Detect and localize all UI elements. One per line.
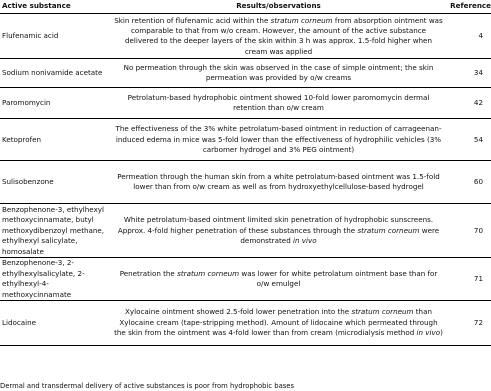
results-text: No permeation through the skin was observed in the case of simple ointment; the skin permeation was provided by o/w creams bbox=[123, 63, 434, 83]
cell-active-substance: Benzophenone-3, ethylhexyl methoxycinnamate, butyl methoxydibenzoyl methane, ethylhexyl salicylate, homosalate bbox=[0, 204, 112, 258]
cell-results bbox=[112, 204, 445, 258]
cell-results bbox=[112, 14, 445, 59]
cell-active-substance: Benzophenone-3, 2-ethylhexylsalicylate, 2-ethylhexyl-4-methoxycinnamate bbox=[0, 258, 112, 301]
header-active-substance: Active substance bbox=[0, 0, 112, 14]
header-row bbox=[0, 0, 491, 14]
header-reference: Reference bbox=[445, 0, 491, 14]
cell-reference: 71 bbox=[445, 258, 491, 301]
results-text: Skin retention of flufenamic acid within the bbox=[114, 15, 271, 25]
results-text: Xylocaine ointment showed 2.5-fold lower penetration into the bbox=[125, 307, 352, 317]
results-text: ) bbox=[440, 328, 443, 338]
table-row bbox=[0, 119, 491, 161]
results-text: Petrolatum-based hydrophobic ointment showed 10-fold lower paromomycin dermal retention than o/w cream bbox=[127, 93, 430, 113]
table-header bbox=[0, 0, 491, 14]
results-italic-text: in vivo bbox=[416, 328, 441, 338]
cell-results bbox=[112, 258, 445, 301]
table-row bbox=[0, 88, 491, 119]
cell-results bbox=[112, 88, 445, 119]
cell-active-substance: Sodium nonivamide acetate bbox=[0, 59, 112, 88]
cell-reference: 4 bbox=[445, 14, 491, 59]
table-body bbox=[0, 14, 491, 346]
cell-reference: 54 bbox=[445, 119, 491, 161]
results-italic-text: stratum corneum bbox=[357, 225, 420, 235]
results-text: from absorption ointment was comparable to that from w/o cream. However, the amount of the active substance delivered to the deeper layers of the skin within 3 h was approx. 1.5-fold higher when cream was applied bbox=[125, 15, 443, 56]
results-italic-text: stratum corneum bbox=[177, 268, 240, 278]
results-text: Penetration the bbox=[119, 268, 178, 278]
table-row bbox=[0, 59, 491, 88]
table-row bbox=[0, 14, 491, 59]
cell-reference: 70 bbox=[445, 204, 491, 258]
header-results: Results/observations bbox=[112, 0, 445, 14]
table-row bbox=[0, 204, 491, 258]
cell-results bbox=[112, 301, 445, 346]
results-italic-text: stratum corneum bbox=[351, 307, 414, 317]
results-text: was lower for white petrolatum ointment base than for o/w emulgel bbox=[239, 268, 438, 289]
results-text: The effectiveness of the 3% white petrolatum-based ointment in reduction of carrageenan-induced edema in mice was 5-fold lower than the effectiveness of hydrophilic vehicles (3% carbomer hydrogel and 3% PEG ointment) bbox=[115, 124, 442, 155]
cell-reference: 42 bbox=[445, 88, 491, 119]
results-italic-text: stratum corneum bbox=[270, 15, 333, 25]
results-text: White petrolatum-based ointment limited skin penetration of hydrophobic sunscreens. Approx. 4-fold higher penetration of these substances through the bbox=[117, 215, 434, 235]
cell-active-substance: Flufenamic acid bbox=[0, 14, 112, 59]
cell-active-substance: Lidocaine bbox=[0, 301, 112, 346]
cell-active-substance: Sulisobenzone bbox=[0, 161, 112, 204]
results-text: Permeation through the human skin from a white petrolatum-based ointment was 1.5-fold lower than from o/w cream as well as from hydroxyethylcellulose-based hydrogel bbox=[117, 172, 440, 192]
table-row bbox=[0, 258, 491, 301]
cell-reference: 60 bbox=[445, 161, 491, 204]
cell-active-substance: Ketoprofen bbox=[0, 119, 112, 161]
results-text: were demonstrated bbox=[240, 225, 440, 246]
results-text: than Xylocaine cream (tape-stripping method). Amount of lidocaine which permeated through the skin from the ointment was 4-fold lower than from cream (microdialysis method bbox=[114, 307, 438, 338]
cell-reference: 34 bbox=[445, 59, 491, 88]
cell-results bbox=[112, 161, 445, 204]
table-row bbox=[0, 301, 491, 346]
results-italic-text: in vivo bbox=[293, 236, 317, 246]
table-footnote: Dermal and transdermal delivery of active substances is poor from hydrophobic bases bbox=[0, 382, 295, 390]
cell-results bbox=[112, 59, 445, 88]
cell-results bbox=[112, 119, 445, 161]
cell-reference: 72 bbox=[445, 301, 491, 346]
cell-active-substance: Paromomycin bbox=[0, 88, 112, 119]
table-row bbox=[0, 161, 491, 204]
